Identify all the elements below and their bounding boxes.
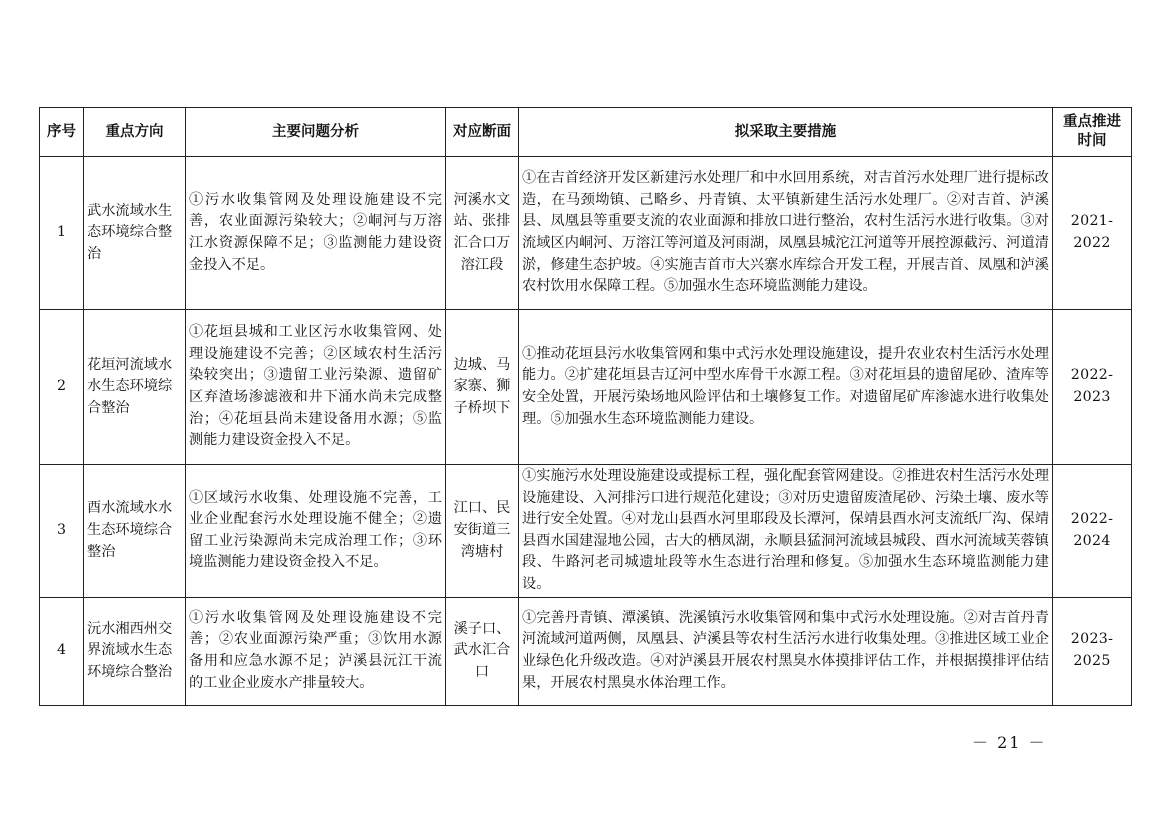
table-row [40,465,1132,598]
row-measures: ①完善丹青镇、潭溪镇、洗溪镇污水收集管网和集中式污水处理设施。②对吉首丹青河流域河道两侧，凤凰县、泸溪县等农村生活污水进行收集处理。③推进区域工业企业绿色化升级改造。④对泸溪县开展农村黑臭水体摸排评估工作，并根据摸排评估结果，开展农村黑臭水体治理工作。 [519,597,1053,705]
header-direction: 重点方向 [84,108,186,157]
row-time: 2021-2022 [1053,157,1132,310]
table-header-row [40,108,1132,157]
row-direction: 花垣河流域水水生态环境综合整治 [84,310,186,465]
row-measures: ①实施污水处理设施建设或提标工程，强化配套管网建设。②推进农村生活污水处理设施建设、入河排污口进行规范化建设；③对历史遗留废渣尾砂、污染土壤、废水等进行安全处置。④对龙山县酉水河里耶段及长潭河，保靖县酉水河支流纸厂沟、保靖县酉水国建湿地公园，古大的栖凤湖，永顺县猛洞河流域县城段、酉水河流域芙蓉镇段、牛路河老司城遗址段等水生态进行治理和修复。⑤加强水生态环境监测能力建设。 [519,465,1053,598]
row-time: 2022-2023 [1053,310,1132,465]
header-time: 重点推进时间 [1053,108,1132,157]
row-direction: 酉水流域水水生态环境综合整治 [84,465,186,598]
row-no: 1 [40,157,84,310]
row-no: 4 [40,597,84,705]
row-no: 2 [40,310,84,465]
page-number: － 21 － [972,733,1047,752]
key-projects-table [39,107,1132,706]
row-time: 2022-2024 [1053,465,1132,598]
table-row [40,310,1132,465]
row-section: 溪子口、武水汇合口 [446,597,519,705]
row-section: 河溪水文站、张排汇合口万溶江段 [446,157,519,310]
row-problems: ①区域污水收集、处理设施不完善，工业企业配套污水处理设施不健全；②遗留工业污染源尚未完成治理工作；③环境监测能力建设资金投入不足。 [186,465,446,598]
row-problems: ①污水收集管网及处理设施建设不完善；②农业面源污染严重；③饮用水源备用和应急水源不足；泸溪县沅江干流的工业企业废水产排量较大。 [186,597,446,705]
header-no: 序号 [40,108,84,157]
table-row [40,157,1132,310]
header-section: 对应断面 [446,108,519,157]
row-measures: ①在吉首经济开发区新建污水处理厂和中水回用系统，对吉首污水处理厂进行提标改造，在马颈坳镇、己略乡、丹青镇、太平镇新建生活污水处理厂。②对吉首、泸溪县、凤凰县等重要支流的农业面源和排放口进行整治，农村生活污水进行收集。③对流域区内峒河、万溶江等河道及河雨湖，凤凰县城沱江河道等开展控源截污、河道清淤，修建生态护坡。④实施吉首市大兴寨水库综合开发工程，开展吉首、凤凰和泸溪农村饮用水保障工程。⑤加强水生态环境监测能力建设。 [519,157,1053,310]
row-section: 江口、民安街道三湾塘村 [446,465,519,598]
row-section: 边城、马家寨、狮子桥坝下 [446,310,519,465]
header-measures: 拟采取主要措施 [519,108,1053,157]
header-problems: 主要问题分析 [186,108,446,157]
row-no: 3 [40,465,84,598]
table-row [40,597,1132,705]
row-measures: ①推动花垣县污水收集管网和集中式污水处理设施建设，提升农业农村生活污水处理能力。②扩建花垣县吉辽河中型水库骨干水源工程。③对花垣县的遗留尾砂、渣库等安全处置，开展污染场地风险评估和土壤修复工作。对遗留尾矿库渗滤水进行收集处理。⑤加强水生态环境监测能力建设。 [519,310,1053,465]
row-direction: 沅水湘西州交界流域水生态环境综合整治 [84,597,186,705]
row-direction: 武水流域水生态环境综合整治 [84,157,186,310]
row-problems: ①花垣县城和工业区污水收集管网、处理设施建设不完善；②区域农村生活污染较突出；③遗留工业污染源、遗留矿区弃渣场渗滤液和井下涌水尚未完成整治；④花垣县尚未建设备用水源；⑤监测能力建设资金投入不足。 [186,310,446,465]
row-time: 2023-2025 [1053,597,1132,705]
row-problems: ①污水收集管网及处理设施建设不完善，农业面源污染较大；②峒河与万溶江水资源保障不足；③监测能力建设资金投入不足。 [186,157,446,310]
